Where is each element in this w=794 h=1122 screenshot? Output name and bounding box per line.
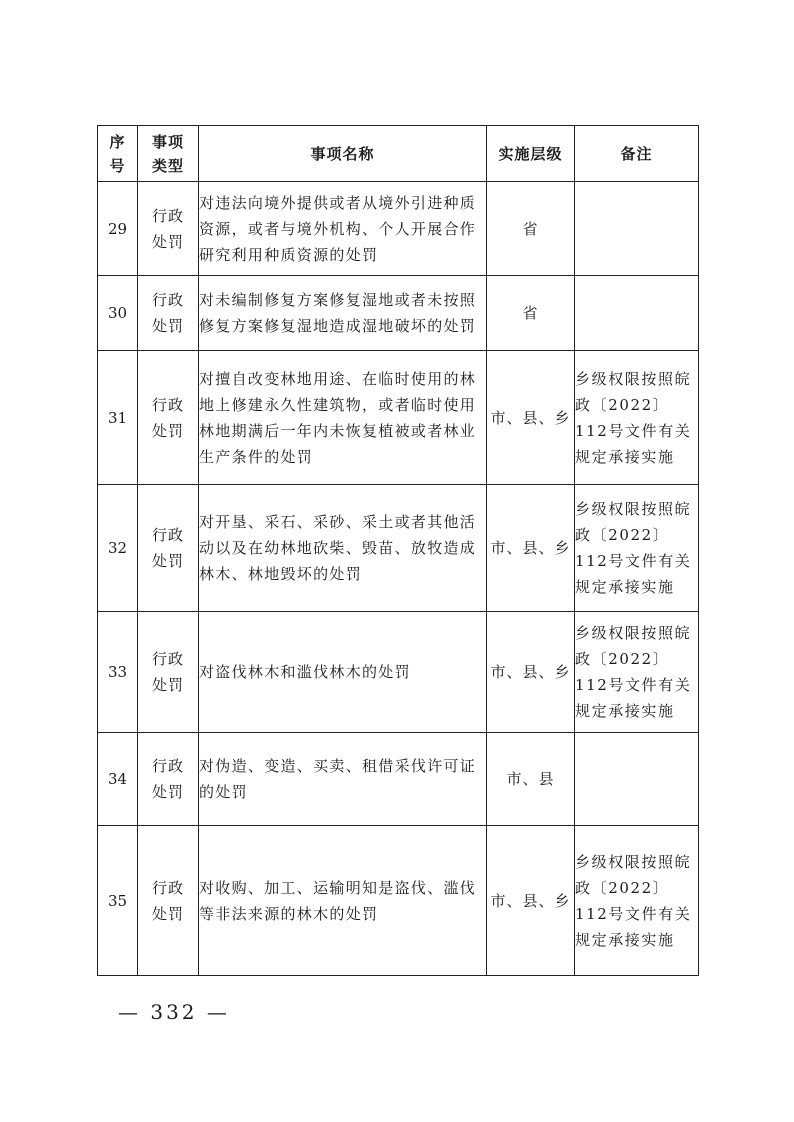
row-note [575,733,699,826]
row-number: 30 [98,276,138,351]
row-name: 对开垦、采石、采砂、采土或者其他活动以及在幼林地砍柴、毁苗、放牧造成林木、林地毁坏的处罚 [199,485,487,612]
table-row [98,826,699,976]
row-number: 35 [98,826,138,976]
row-level: 市、县 [487,733,575,826]
row-type: 行政处罚 [138,485,199,612]
row-note: 乡级权限按照皖政〔2022〕112号文件有关规定承接实施 [575,485,699,612]
row-type: 行政处罚 [138,826,199,976]
header-level: 实施层级 [487,126,575,182]
row-name: 对收购、加工、运输明知是盗伐、滥伐等非法来源的林木的处罚 [199,826,487,976]
row-number: 33 [98,612,138,733]
row-note [575,276,699,351]
header-type: 事项类型 [138,126,199,182]
row-level: 市、县、乡 [487,351,575,485]
header-note: 备注 [575,126,699,182]
row-type: 行政处罚 [138,612,199,733]
row-note: 乡级权限按照皖政〔2022〕112号文件有关规定承接实施 [575,351,699,485]
table-header-row [98,126,699,182]
row-number: 34 [98,733,138,826]
table-row [98,733,699,826]
row-level: 省 [487,276,575,351]
row-name: 对违法向境外提供或者从境外引进种质资源，或者与境外机构、个人开展合作研究利用种质资源的处罚 [199,182,487,276]
row-note: 乡级权限按照皖政〔2022〕112号文件有关规定承接实施 [575,826,699,976]
table-row [98,351,699,485]
table-row [98,612,699,733]
row-number: 32 [98,485,138,612]
row-number: 29 [98,182,138,276]
page-number: — 332 — [118,1000,230,1024]
header-name: 事项名称 [199,126,487,182]
row-level: 市、县、乡 [487,826,575,976]
row-level: 市、县、乡 [487,612,575,733]
header-seq: 序号 [98,126,138,182]
row-number: 31 [98,351,138,485]
row-type: 行政处罚 [138,733,199,826]
row-type: 行政处罚 [138,351,199,485]
row-level: 省 [487,182,575,276]
table-row [98,276,699,351]
row-name: 对擅自改变林地用途、在临时使用的林地上修建永久性建筑物，或者临时使用林地期满后一年内未恢复植被或者林业生产条件的处罚 [199,351,487,485]
row-note: 乡级权限按照皖政〔2022〕112号文件有关规定承接实施 [575,612,699,733]
row-note [575,182,699,276]
table-row [98,182,699,276]
row-name: 对盗伐林木和滥伐林木的处罚 [199,612,487,733]
row-type: 行政处罚 [138,276,199,351]
row-name: 对未编制修复方案修复湿地或者未按照修复方案修复湿地造成湿地破坏的处罚 [199,276,487,351]
row-type: 行政处罚 [138,182,199,276]
row-name: 对伪造、变造、买卖、租借采伐许可证的处罚 [199,733,487,826]
items-table [97,125,699,976]
table-row [98,485,699,612]
row-level: 市、县、乡 [487,485,575,612]
